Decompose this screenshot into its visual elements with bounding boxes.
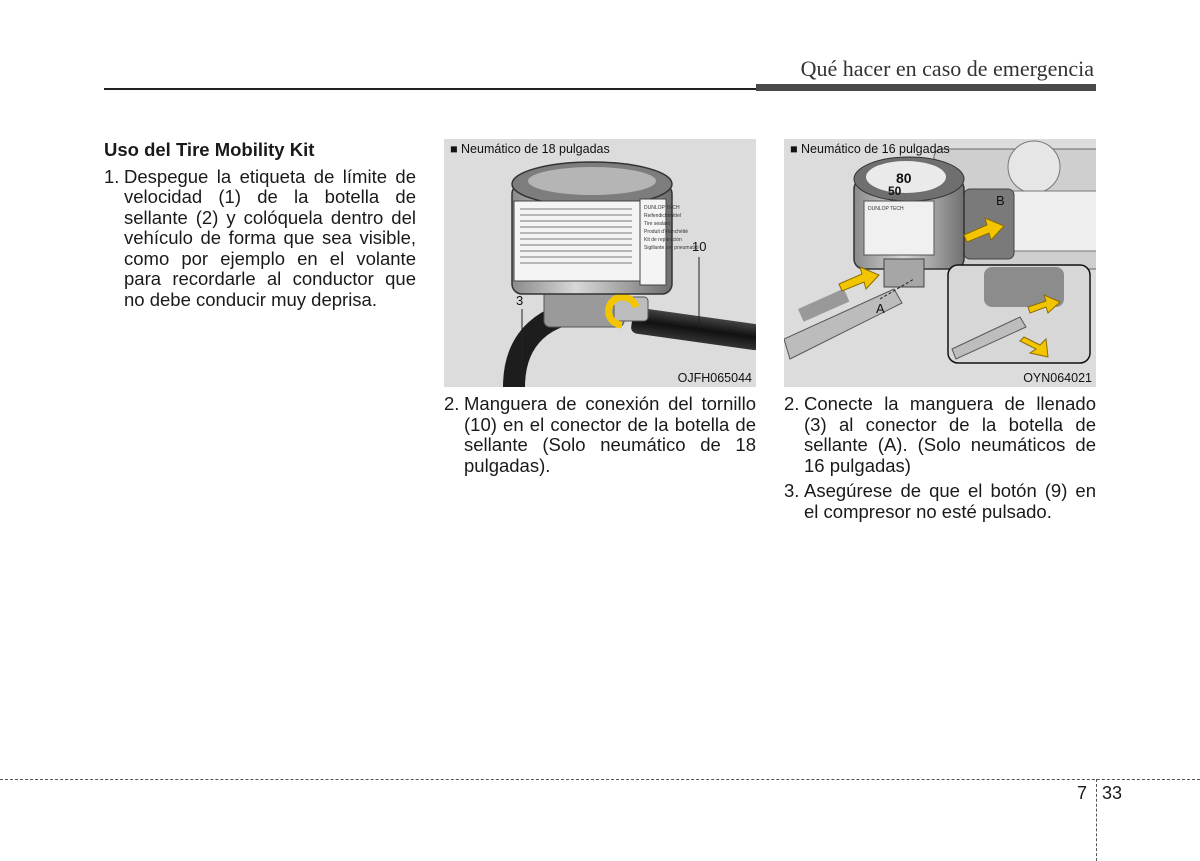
speed-50: 50 (888, 184, 902, 198)
step-number: 1. (104, 165, 120, 187)
bottle-label-text: DUNLOP TECH (868, 206, 904, 212)
page-number: 33 (1102, 783, 1123, 803)
bottle-label (514, 201, 640, 281)
figure-caption: ■ Neumático de 16 pulgadas (790, 142, 950, 156)
column-left (104, 140, 416, 310)
column-middle (444, 394, 756, 476)
step-text: Manguera de conexión del tornillo (10) en el conector de la botella de sellante (Solo neumático de 18 pulgadas). (464, 393, 756, 476)
figure-caption: ■ Neumático de 18 pulgadas (450, 142, 610, 156)
footer-dashed-line (0, 779, 1200, 780)
step-3 (784, 481, 1096, 522)
compressor-illustration (784, 139, 1096, 387)
figure-18-inch (444, 139, 756, 387)
chapter-number: 7 (1077, 783, 1088, 803)
callout-10: 10 (692, 239, 707, 254)
step-number: 2. (784, 393, 800, 414)
step-text: Despegue la etiqueta de límite de velocidad (1) de la botella de sellante (2) y colóquela dentro del vehículo de forma que sea visible, como por ejemplo en el volante para recordarle al conductor que no debe conducir muy deprisa. (124, 165, 416, 310)
step-number: 2. (444, 393, 460, 414)
step-text: Conecte la manguera de llenado (3) al conector de la botella de sellante (A). (Solo neumáticos de 16 pulgadas) (804, 393, 1096, 476)
callout-a: A (876, 301, 885, 316)
step-text: Asegúrese de que el botón (9) en el compresor no esté pulsado. (804, 480, 1096, 522)
header-rule-thin (104, 88, 756, 90)
sealant-bottle-illustration (444, 139, 756, 387)
figure-code: OJFH065044 (677, 371, 752, 385)
callout-3: 3 (516, 293, 524, 308)
section-title: Uso del Tire Mobility Kit (104, 139, 315, 160)
figure-code: OYN064021 (1023, 371, 1092, 385)
step-1 (104, 167, 416, 311)
speed-80: 80 (896, 170, 912, 186)
step-2 (444, 394, 756, 476)
column-right (784, 394, 1096, 522)
callout-b: B (996, 193, 1005, 208)
bottle-label-text: DUNLOP TECH Reifendichtmittel Tire sealant Produit d'étanchéité Kit de reparación Sigillante per pneumatici (644, 205, 699, 251)
step-2-right (784, 394, 1096, 476)
hose-10 (630, 307, 756, 351)
header-title: Qué hacer en caso de emergencia (800, 56, 1094, 81)
footer-dashed-divider (1096, 779, 1097, 861)
header-rule-thick (756, 84, 1096, 91)
figure-16-inch (784, 139, 1096, 387)
step-number: 3. (784, 480, 800, 501)
yellow-arrow-a (839, 267, 879, 291)
